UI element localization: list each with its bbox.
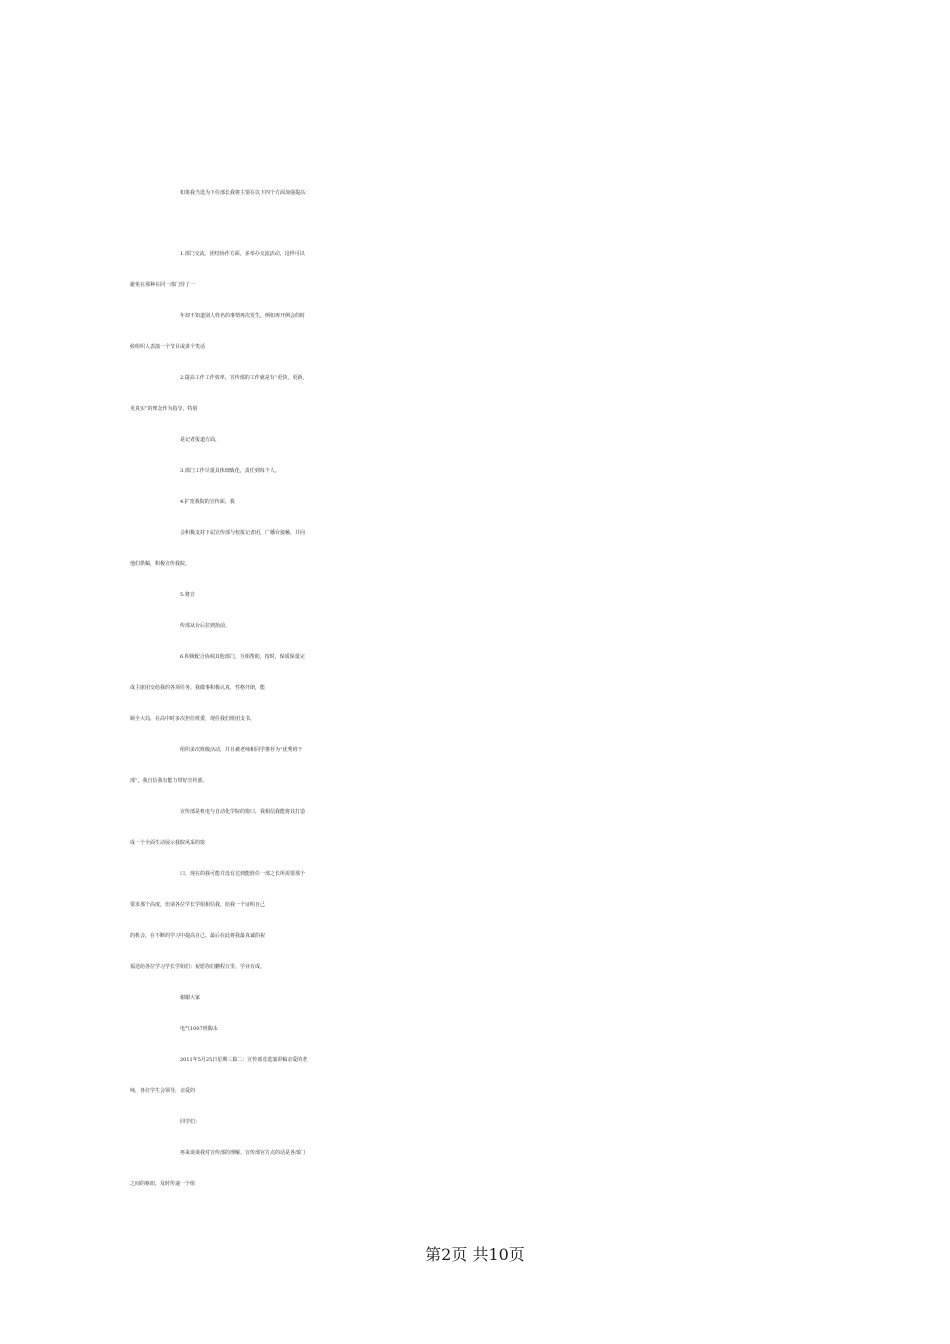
text-line: 电气1007班陶永 [180, 1026, 218, 1032]
text-line: 2.提高工作工作效率，宣传部的工作就是有“更快，更新， [180, 375, 308, 381]
text-line: 再来谈谈我对宣传部的理解。宣传部官方点的话是各部门 [180, 1150, 306, 1156]
text-line: 口，现在的我可能并没有达到能胜任一部之长所需要那个 [180, 871, 306, 877]
text-line: 如果我当选为下任部长我将主要在以下四个方面加强提高： [180, 190, 311, 196]
text-line: 会积极支持下届宣传部与校报记者团，广播台接触，并向 [180, 530, 306, 536]
text-line: 成一个全面生动展示我院风采的窗 [130, 840, 206, 846]
text-line: 1.部门交流，团结协作方面，多举办交流活动，这样可以 [180, 251, 305, 257]
text-line: 2011年5月25日星期三篇二：宣传部竞选演讲稿亲爱的老 [180, 1057, 308, 1063]
text-line: 候组织人表演一个节目或讲个笑话 [130, 344, 206, 350]
text-line: 顾全大局，在高中时多次担任班委，现任我们班团支书， [130, 716, 256, 722]
page-number-footer: 第2页 共10页 [425, 1245, 525, 1264]
text-line: 6.积极配合协调其他部门，互相帮助，按时，保质保量完 [180, 654, 305, 660]
text-line: 他们供稿，积极宣传我院。 [130, 561, 191, 567]
text-line: 同学们： [180, 1119, 201, 1125]
text-line: 的机会，在不断的学习中提高自己。最后在此将我最真诚的祝 [130, 933, 266, 939]
text-line: 5.将宣 [180, 592, 195, 598]
text-line: 年却不知道别人姓名的事情再次发生，例如再开例会的时 [180, 313, 306, 319]
text-line: 宣传部是机电与自动化学院的窗口，我相信我能将其打造 [180, 809, 306, 815]
text-line: 成主席团交给我的各项任务。我做事积极认真，性格开朗，能 [130, 685, 266, 691]
text-line: 3.部门工作尽量具体细致化，责任到每个人。 [180, 468, 280, 474]
text-line: 要求那个高度，但请各位学长学姐相信我，给我一个证明自己 [130, 902, 266, 908]
text-line: 避免在那种在同一部门待了一 [130, 282, 196, 288]
text-line: 传部从台后拉到抬前。 [180, 623, 231, 629]
text-line: 部”，我自信我有能力带好宣传部。 [130, 778, 208, 784]
text-line: 是记者报道方面， [180, 437, 221, 443]
text-line: 4.扩宽我院的宣传面，我 [180, 499, 235, 505]
text-line: 组织多次班级活动，并且被老师和同学推荐为“优秀班干 [180, 747, 303, 753]
text-line: 更真实”的理念作为指导，特别 [130, 406, 198, 412]
text-line: 福送给各位学习学长学姐们：祝愿你们鹏程万里，学业有成。 [130, 964, 266, 970]
text-line: 谢谢大家 [180, 995, 201, 1001]
text-line: 师，各位学生会领导，亲爱的 [130, 1088, 196, 1094]
text-line: 之间的枢纽，及时传递一个组 [130, 1181, 196, 1187]
